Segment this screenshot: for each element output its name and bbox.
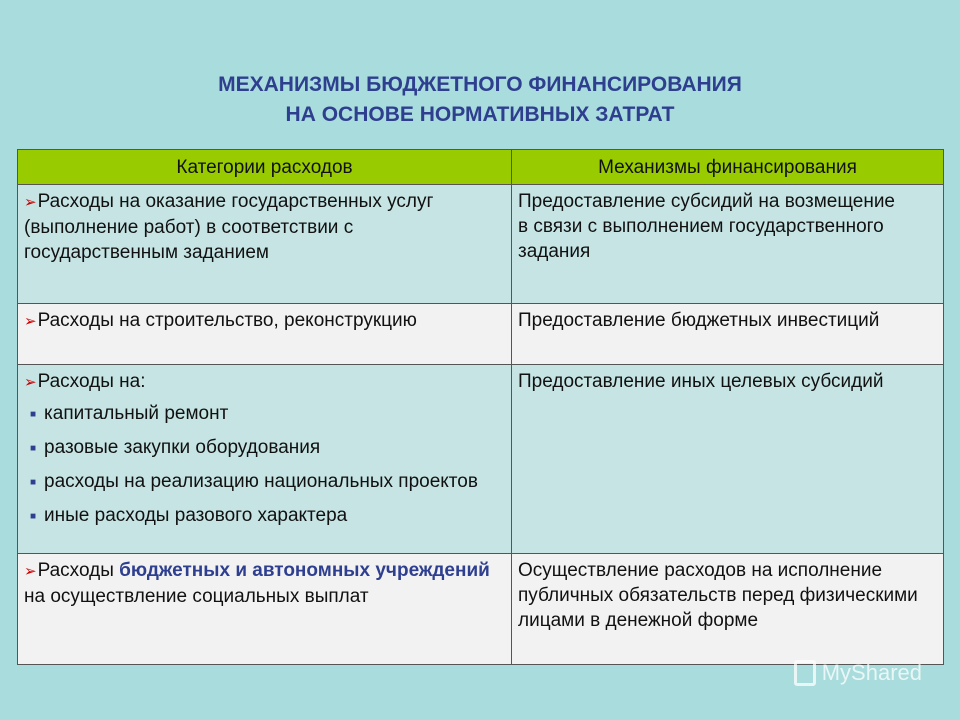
square-bullet-icon: ■ [30, 409, 37, 420]
category-cell: ➢Расходы на: ■ капитальный ремонт ■ разовые закупки оборудования ■ расходы на реализацию национальных проектов ■ иные расходы разового характера [18, 365, 512, 554]
table-row [18, 304, 944, 365]
category-cell: ➢Расходы на строительство, реконструкцию [18, 304, 512, 365]
header-mechanisms: Механизмы финансирования [512, 150, 944, 185]
category-cell: ➢Расходы на оказание государственных услуг (выполнение работ) в соответствии с государственным заданием [18, 185, 512, 304]
mechanism-cell: Предоставление субсидий на возмещение в связи с выполнением государственного задания [512, 185, 944, 304]
title-line-1: МЕХАНИЗМЫ БЮДЖЕТНОГО ФИНАНСИРОВАНИЯ [218, 73, 742, 96]
mechanism-cell: Предоставление иных целевых субсидий [512, 365, 944, 554]
arrow-bullet-icon: ➢ [24, 563, 37, 580]
watermark: MyShared [794, 660, 922, 686]
table-header-row [18, 150, 944, 185]
arrow-bullet-icon: ➢ [24, 374, 37, 391]
table-row [18, 365, 944, 554]
square-bullet-icon: ■ [30, 443, 37, 454]
arrow-bullet-icon: ➢ [24, 313, 37, 330]
list-item: ■ капитальный ремонт [30, 403, 229, 424]
category-cell: ➢Расходы бюджетных и автономных учреждений на осуществление социальных выплат [18, 554, 512, 665]
slide-title [0, 70, 960, 130]
header-categories: Категории расходов [18, 150, 512, 185]
briefcase-icon [794, 660, 816, 686]
square-bullet-icon: ■ [30, 477, 37, 488]
list-item: ■ разовые закупки оборудования [30, 437, 321, 458]
highlight-text: бюджетных и автономных учреждений [119, 560, 490, 581]
arrow-bullet-icon: ➢ [24, 194, 37, 211]
financing-table [17, 149, 944, 665]
mechanism-cell: Осуществление расходов на исполнение публичных обязательств перед физическими лицами в денежной форме [512, 554, 944, 665]
list-item: ■ расходы на реализацию национальных проектов [30, 471, 478, 492]
title-line-2: НА ОСНОВЕ НОРМАТИВНЫХ ЗАТРАТ [285, 103, 675, 126]
table-row [18, 554, 944, 665]
table-row [18, 185, 944, 304]
list-item: ■ иные расходы разового характера [30, 505, 348, 526]
square-bullet-icon: ■ [30, 511, 37, 522]
mechanism-cell: Предоставление бюджетных инвестиций [512, 304, 944, 365]
